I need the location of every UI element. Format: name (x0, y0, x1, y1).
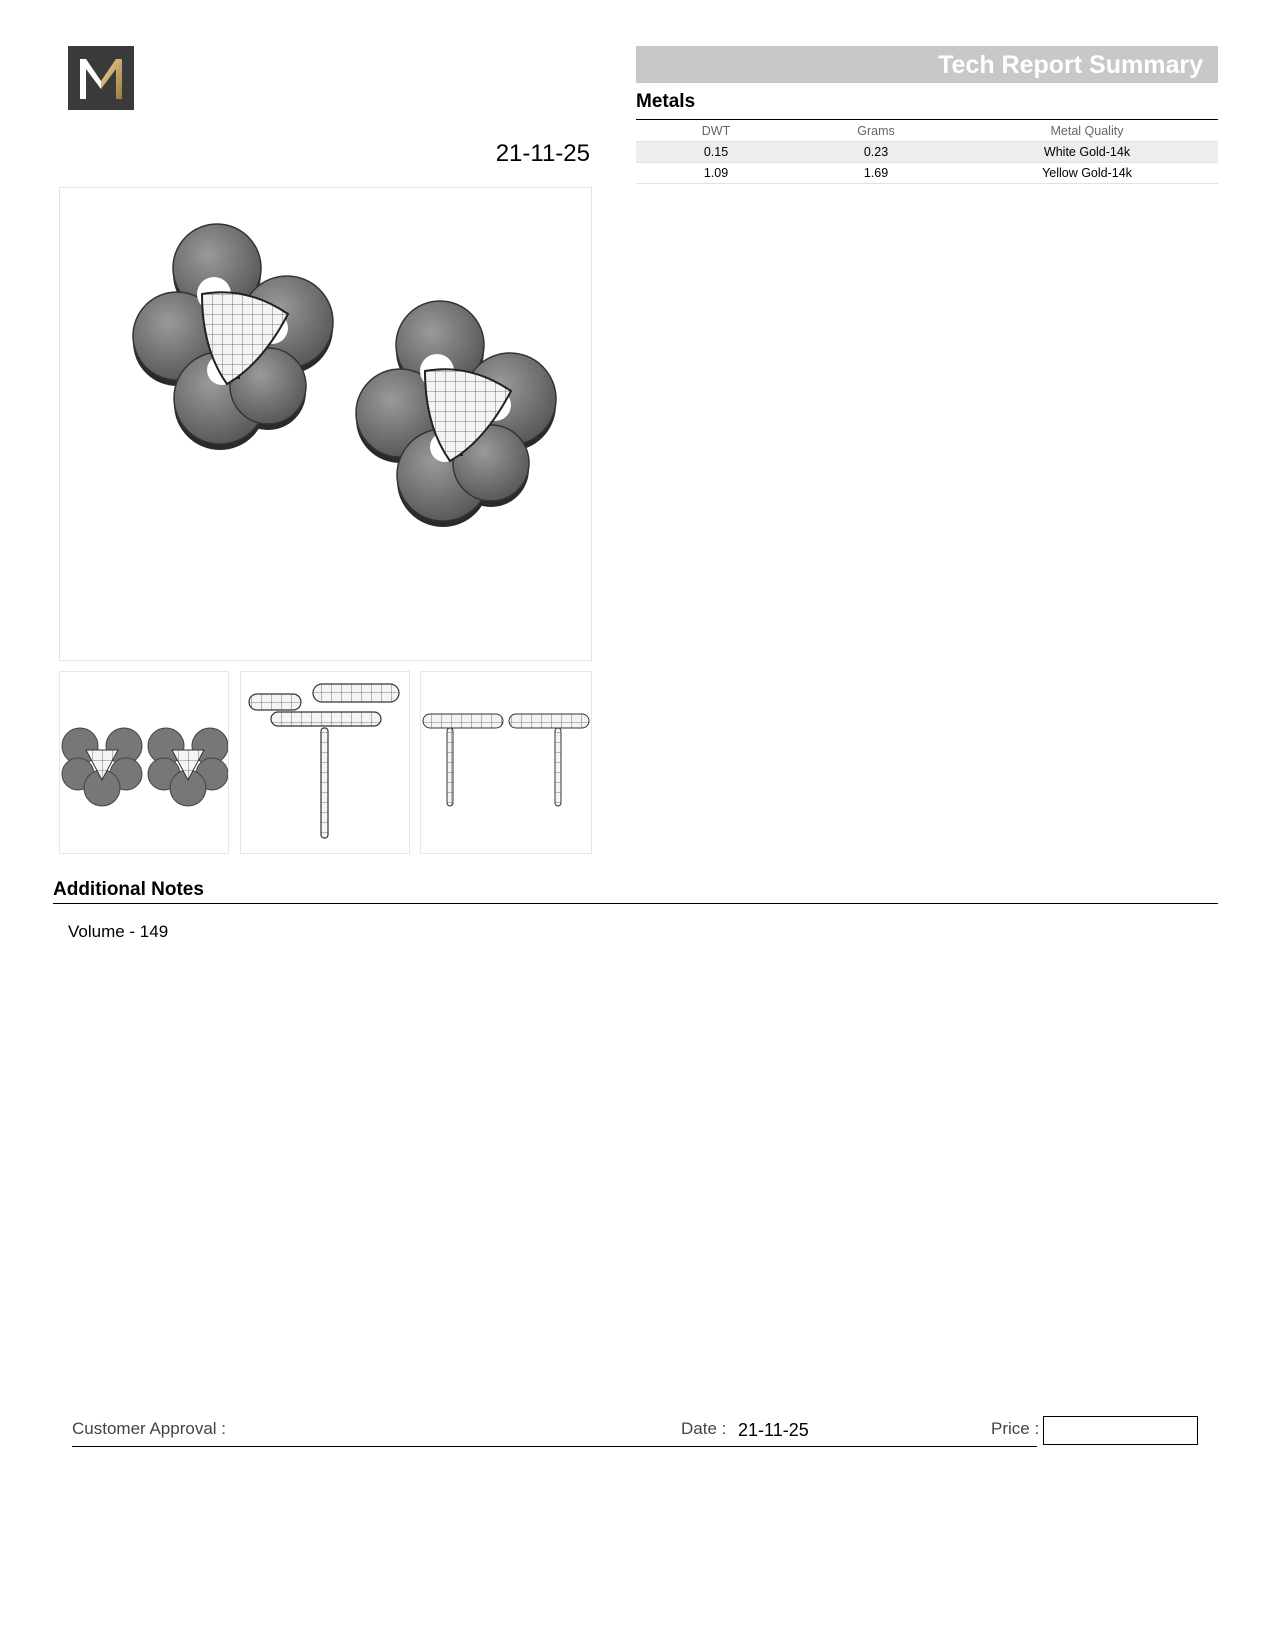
report-date: 21-11-25 (495, 140, 590, 167)
metals-table (636, 119, 1218, 184)
cell-metal-quality: White Gold-14k (956, 142, 1218, 163)
earrings-side-pair-icon (421, 672, 591, 853)
flower-earrings-render-icon (60, 188, 591, 660)
cell-grams: 1.69 (796, 163, 956, 184)
column-header-metal-quality: Metal Quality (1050, 123, 1124, 138)
cell-dwt: 1.09 (636, 163, 796, 184)
cell-metal-quality: Yellow Gold-14k (956, 163, 1218, 184)
report-title-bar (636, 46, 1218, 83)
thumbnail-side-view[interactable] (240, 671, 410, 854)
thumbnail-front-view[interactable] (59, 671, 229, 854)
column-header-grams: Grams (857, 123, 895, 138)
metals-section-title: Metals (636, 91, 696, 112)
thumbnail-side-pair-view[interactable] (420, 671, 592, 854)
approval-date-value: 21-11-25 (738, 1420, 809, 1440)
additional-notes-text: Volume - 149 (68, 922, 169, 941)
customer-approval-label: Customer Approval : (72, 1419, 227, 1438)
metals-header-row (636, 120, 1218, 142)
cell-dwt: 0.15 (636, 142, 796, 163)
price-label: Price : (991, 1419, 1040, 1438)
notes-divider (53, 903, 1218, 904)
cell-grams: 0.23 (796, 142, 956, 163)
earring-side-view-icon (241, 672, 409, 853)
approval-row (72, 1415, 1200, 1465)
main-product-image (59, 187, 592, 661)
report-title: Tech Report Summary (938, 51, 1203, 79)
earrings-front-view-icon (60, 672, 228, 853)
table-row (636, 163, 1218, 184)
price-field[interactable] (1043, 1416, 1198, 1445)
customer-approval-signature-line[interactable] (72, 1446, 1037, 1447)
m-monogram-logo (76, 55, 126, 101)
additional-notes-title: Additional Notes (53, 879, 204, 900)
approval-date-label: Date : (681, 1419, 727, 1438)
table-row (636, 142, 1218, 163)
company-logo (68, 46, 134, 110)
column-header-dwt: DWT (701, 123, 731, 138)
